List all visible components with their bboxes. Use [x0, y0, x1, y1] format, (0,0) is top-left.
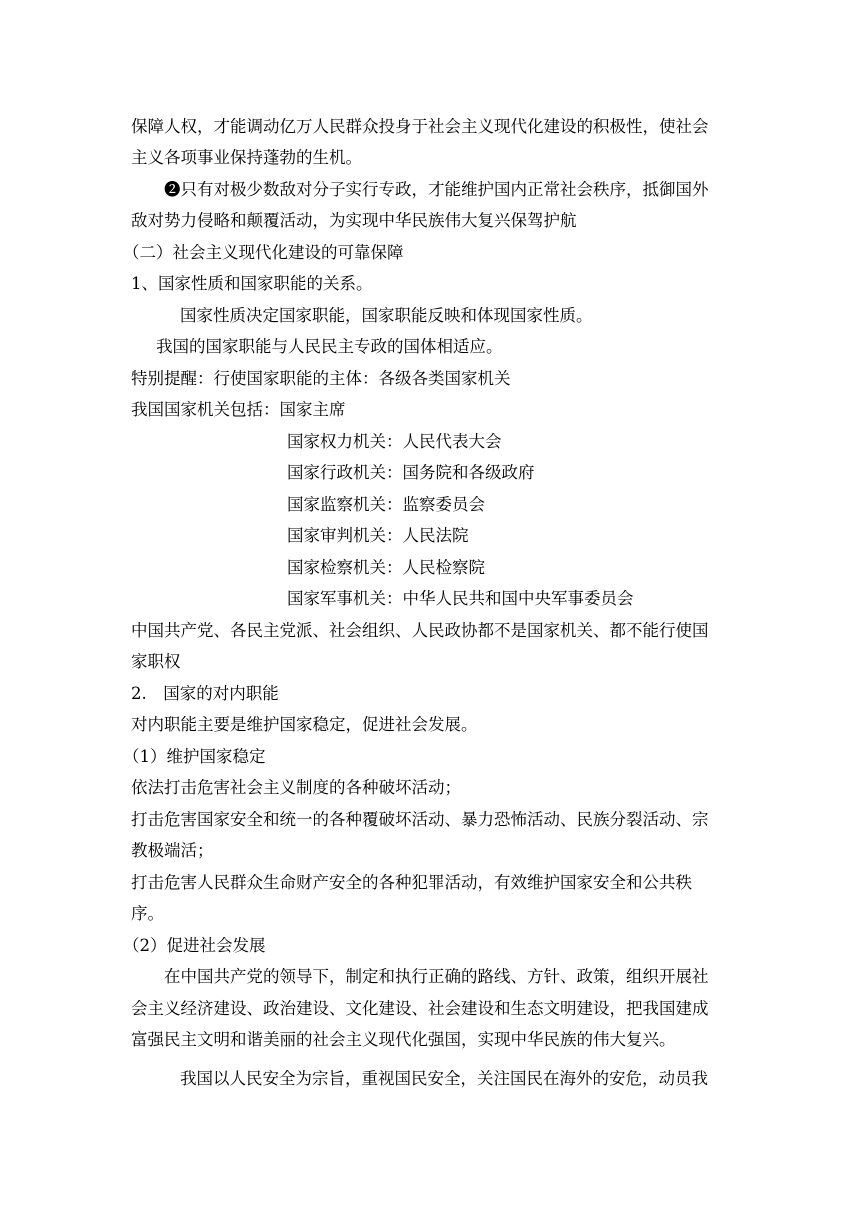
text-line: 打击危害人民群众生命财产安全的各种犯罪活动，有效维护国家安全和公共秩 — [131, 873, 692, 892]
organ-list-item: 国家检察机关：人民检察院 — [287, 558, 485, 577]
text-line: 敌对势力侵略和颠覆活动，为实现中华民族伟大复兴保驾护航 — [131, 211, 577, 230]
text-line: 富强民主文明和谐美丽的社会主义现代化强国，实现中华民族的伟大复兴。 — [131, 1030, 676, 1049]
text-line: 保障人权，才能调动亿万人民群众投身于社会主义现代化建设的积极性，使社会 — [131, 117, 709, 136]
text-line: 家职权 — [131, 652, 181, 671]
text-line: 国家性质决定国家职能，国家职能反映和体现国家性质。 — [180, 306, 593, 325]
section-heading: （二）社会主义现代化建设的可靠保障 — [123, 243, 404, 262]
subsection-heading: 1、国家性质和国家职能的关系。 — [131, 274, 373, 293]
organ-list-item: 国家军事机关：中华人民共和国中央军事委员会 — [287, 589, 634, 608]
organ-list-item: 国家审判机关：人民法院 — [287, 526, 469, 545]
text-line: 依法打击危害社会主义制度的各种破坏活动； — [131, 778, 461, 797]
text-line: 我国国家机关包括：国家主席 — [131, 400, 346, 419]
subsection-heading: （2）促进社会发展 — [123, 936, 266, 955]
text-line: 教极端活； — [131, 841, 214, 860]
text-line: ❷只有对极少数敌对分子实行专政，才能维护国内正常社会秩序，抵御国外 — [164, 180, 709, 199]
organ-list-item: 国家监察机关：监察委员会 — [287, 495, 485, 514]
text-line: 在中国共产党的领导下，制定和执行正确的路线、方针、政策，组织开展社 — [164, 967, 709, 986]
subsection-heading: （1）维护国家稳定 — [123, 747, 266, 766]
text-line: 打击危害国家安全和统一的各种覆破坏活动、暴力恐怖活动、民族分裂活动、宗 — [131, 810, 709, 829]
text-line: 主义各项事业保持蓬勃的生机。 — [131, 148, 362, 167]
text-line: 中国共产党、各民主党派、社会组织、人民政协都不是国家机关、都不能行使国 — [131, 621, 709, 640]
text-line: 会主义经济建设、政治建设、文化建设、社会建设和生态文明建设，把我国建成 — [131, 999, 709, 1018]
subsection-heading: 2. 国家的对内职能 — [131, 684, 279, 703]
organ-list-item: 国家行政机关：国务院和各级政府 — [287, 463, 535, 482]
organ-list-item: 国家权力机关：人民代表大会 — [287, 432, 502, 451]
text-line: 我国的国家职能与人民民主专政的国体相适应。 — [156, 337, 503, 356]
text-line: 特别提醒：行使国家职能的主体：各级各类国家机关 — [131, 369, 511, 388]
text-line: 序。 — [131, 904, 164, 923]
text-line: 我国以人民安全为宗旨，重视国民安全，关注国民在海外的安危，动员我 — [180, 1069, 708, 1088]
text-line: 对内职能主要是维护国家稳定，促进社会发展。 — [131, 715, 478, 734]
